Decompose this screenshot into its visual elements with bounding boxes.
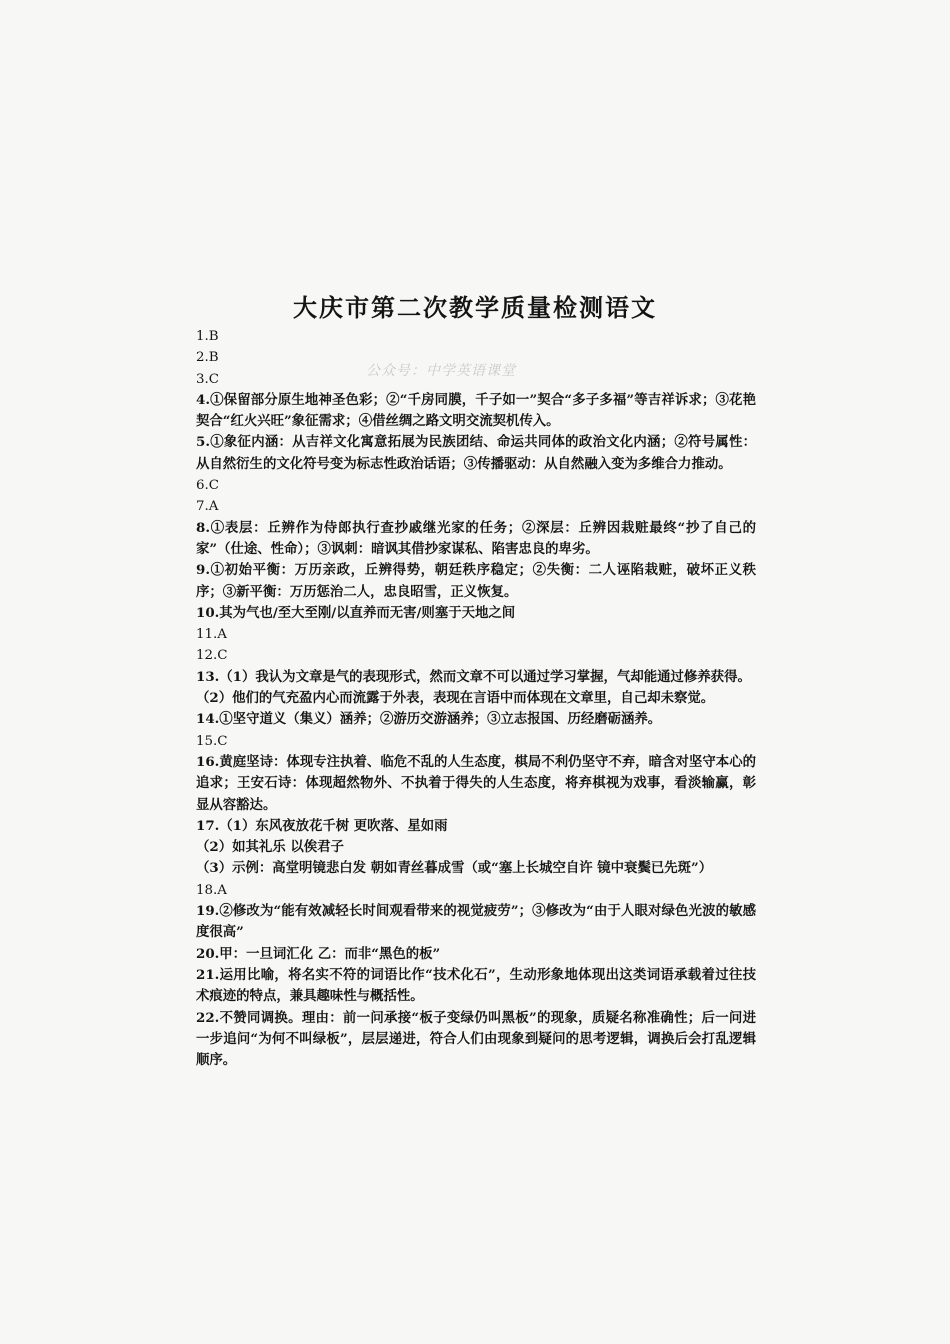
answer-10: 10.其为气也/至大至刚/以直养而无害/则塞于天地之间 (196, 604, 516, 621)
answer-8: 8.①表层：丘辨作为侍郎执行查抄戚继光家的任务；②深层：丘辨因栽赃最终“抄了自己的家”（仕途、性命）；③讽刺：暗讽其借抄家谋私、陷害忠良的卑劣。 (196, 519, 756, 557)
answer-15: 15.C (196, 733, 228, 749)
answer-11: 11.A (196, 627, 227, 643)
answer-list (196, 326, 756, 1071)
answer-3: 3.C (196, 371, 220, 387)
answer-17-part-1: 17.（1）东风夜放花千树 更吹落、星如雨 (196, 817, 448, 834)
answer-5: 5.①象征内涵：从吉祥文化寓意拓展为民族团结、命运共同体的政治文化内涵；②符号属性：从自然衍生的文化符号变为标志性政治话语；③传播驱动：从自然融入变为多维合力推动。 (196, 434, 756, 472)
answer-18: 18.A (196, 882, 227, 898)
answer-13-part-1: 13.（1）我认为文章是气的表现形式，然而文章不可以通过学习掌握，气却能通过修养获得。 (196, 668, 751, 685)
answer-19: 19.②修改为“能有效减轻长时间观看带来的视觉疲劳”；③修改为“由于人眼对绿色光波的敏感度很高” (196, 903, 756, 941)
answer-16: 16.黄庭坚诗：体现专注执着、临危不乱的人生态度，棋局不利仍坚守不弃，暗含对坚守本心的追求；王安石诗：体现超然物外、不执着于得失的人生态度，将弃棋视为戏事，看淡输赢，彰显从容豁达。 (196, 753, 756, 813)
answer-2: 2.B (196, 350, 219, 366)
answer-22: 22.不赞同调换。理由：前一问承接“板子变绿仍叫黑板”的现象，质疑名称准确性；后一问进一步追问“为何不叫绿板”，层层递进，符合人们由现象到疑问的思考逻辑，调换后会打乱逻辑顺序。 (196, 1009, 756, 1069)
answer-1: 1.B (196, 329, 219, 344)
answer-9: 9.①初始平衡：万历亲政，丘辨得势，朝廷秩序稳定；②失衡：二人诬陷栽赃，破坏正义秩序；③新平衡：万历惩治二人，忠良昭雪，正义恢复。 (196, 562, 756, 600)
answer-21: 21.运用比喻，将名实不符的词语比作“技术化石”，生动形象地体现出这类词语承载着过往技术痕迹的特点，兼具趣味性与概括性。 (196, 966, 756, 1005)
answer-4: 4.①保留部分原生地神圣色彩；②“千房同膜，千子如一”契合“多子多福”等吉祥诉求；③花艳契合“红火兴旺”象征需求；④借丝绸之路文明交流契机传入。 (196, 391, 756, 430)
answer-13-part-2: （2）他们的气充盈内心而流露于外表，表现在言语中而体现在文章里，自己却未察觉。 (196, 690, 715, 707)
answer-7: 7.A (196, 499, 219, 515)
answer-17-part-2: （2）如其礼乐 以俟君子 (196, 839, 344, 856)
watermark-text: 公众号：中学英语课堂 (366, 363, 516, 379)
answer-14: 14.①坚守道义（集义）涵养；②游历交游涵养；③立志报国、历经磨砺涵养。 (196, 711, 662, 728)
page-title: 大庆市第二次教学质量检测语文 (293, 293, 657, 322)
answer-6: 6.C (196, 478, 220, 494)
answer-12: 12.C (196, 648, 228, 664)
answer-17-part-3: （3）示例：高堂明镜悲白发 朝如青丝暮成雪（或“塞上长城空自许 镜中衰鬓已先斑”） (196, 860, 713, 877)
answer-20: 20.甲：一旦词汇化 乙：而非“黑色的板” (196, 945, 441, 962)
